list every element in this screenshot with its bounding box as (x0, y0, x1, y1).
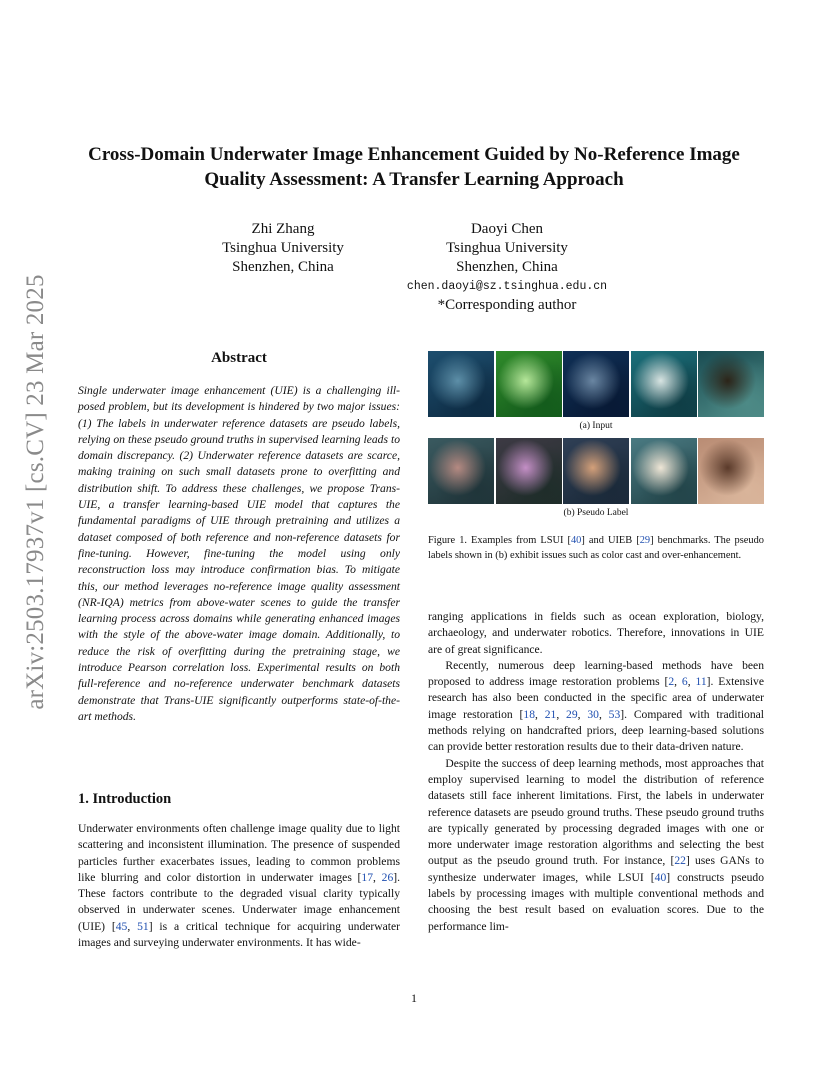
pseudo-label-thumbnail-3 (563, 438, 629, 504)
author-affiliation: Tsinghua University (222, 240, 344, 256)
figure-label-input: (a) Input (579, 421, 613, 431)
title-line-1: Cross-Domain Underwater Image Enhancement Guided by No-Reference Image (88, 144, 740, 165)
citation-link[interactable]: 18 (523, 707, 535, 721)
author-affiliation: Tsinghua University (446, 240, 568, 256)
page-number: 1 (411, 991, 417, 1005)
author-name: Zhi Zhang (251, 221, 315, 237)
paragraph: Recently, numerous deep learning-based methods have been proposed to address image restoration problems [2, 6, 11]. Extensive research has also been conducted in the specific area of underwater image restoration [18, 21, 29, 30, 53]. Compared with traditional methods relying on handcrafted priors, deep learning-based solutions can provide better restoration results due to their data-driven nature. (428, 658, 765, 754)
citation-link[interactable]: 45 (115, 919, 128, 933)
section-heading-introduction: 1. Introduction (78, 791, 172, 807)
input-thumbnail-1 (428, 351, 494, 417)
citation-link[interactable]: 6 (681, 675, 688, 689)
paragraph: ranging applications in fields such as ocean exploration, biology, archaeology, and underwater robotics. Therefore, innovations in UIE are of great significance. (428, 610, 764, 656)
author-block-2 (392, 220, 622, 315)
citation-link[interactable]: 17 (361, 870, 374, 884)
author-name: Daoyi Chen (470, 221, 544, 237)
paragraph: Despite the success of deep learning methods, most approaches that employ supervised learning to model the distribution of reference datasets still face inherent limitations. First, the labels in underwater reference datasets are pseudo ground truths. These pseudo ground truths are typically generated by processing degraded images with one or more underwater image restoration algorithms and selecting the best output as the pseudo ground truth. For instance, [22] uses GANs to synthesize underwater images, while LSUI [40] constructs pseudo labels by processing images with multiple conventional methods and choosing the best result based on evaluation scores. Due to the performance lim- (428, 756, 764, 933)
arxiv-side-label (22, 274, 49, 710)
figure-caption: Figure 1. Examples from LSUI [40] and UIEB [29] benchmarks. The pseudo labels shown in (b) exhibit issues such as color cast and over-enhancement. (428, 535, 764, 561)
pseudo-label-thumbnail-1 (428, 438, 494, 504)
intro-paragraph: Underwater environments often challenge image quality due to light scattering and inconsistent illumination. The presence of suspended particles further exacerbates issues, leading to common problems like blurring and color distortion in underwater images [17, 26]. These factors contribute to the degraded visual clarity typically observed in underwater scenes. Underwater image enhancement (UIE) [45, 51] is a critical technique for acquiring underwater images and surveying underwater environments. It has wide- (78, 822, 401, 950)
title-line-2: Quality Assessment: A Transfer Learning Approach (204, 169, 624, 190)
citation-link[interactable]: 40 (570, 535, 582, 546)
figure-label-pseudo: (b) Pseudo Label (563, 508, 629, 518)
citation-link[interactable]: 2 (668, 675, 675, 689)
author-email[interactable]: chen.daoyi@sz.tsinghua.edu.cn (406, 280, 608, 293)
right-column-text (428, 609, 764, 935)
author-location: Shenzhen, China (232, 259, 334, 275)
abstract-heading: Abstract (211, 350, 267, 366)
pseudo-label-thumbnail-5 (698, 438, 764, 504)
author-location: Shenzhen, China (456, 259, 558, 275)
input-thumbnail-2 (496, 351, 562, 417)
citation-link[interactable]: 51 (137, 919, 149, 933)
citation-link[interactable]: 22 (674, 854, 686, 868)
citation-link[interactable]: 21 (544, 707, 557, 721)
figure-pseudo-label-row (428, 438, 764, 504)
citation-link[interactable]: 11 (695, 675, 707, 689)
citation-link[interactable]: 29 (639, 535, 651, 546)
input-thumbnail-3 (563, 351, 629, 417)
pseudo-label-thumbnail-2 (496, 438, 562, 504)
pseudo-label-thumbnail-4 (631, 438, 697, 504)
input-thumbnail-4 (631, 351, 697, 417)
citation-link[interactable]: 29 (566, 707, 578, 721)
author-block-1 (183, 220, 383, 277)
figure-input-row (428, 351, 764, 417)
citation-link[interactable]: 53 (608, 707, 621, 721)
input-thumbnail-5 (698, 351, 764, 417)
paper-title (60, 142, 768, 192)
citation-link[interactable]: 26 (381, 870, 394, 884)
abstract-body: Single underwater image enhancement (UIE) is a challenging ill-posed problem, but its development is hindered by two major issues: (1) The labels in underwater reference datasets are pseudo labels, relying on these pseudo ground truths in supervised learning leads to domain discrepancy. (2) Underwater reference datasets are scarce, making training on such small datasets prone to overfitting and distribution shift. To address these challenges, we propose Trans-UIE, a transfer learning-based UIE model that captures the fundamental paradigms of UIE through pretraining and utilizes a dataset composed of both reference and non-reference datasets for fine-tuning. However, fine-tuning the model using only reconstruction loss may introduce confirmation bias. To mitigate this, our method leverages no-reference image quality assessment (NR-IQA) metrics from above-water scenes to guide the transfer learning process across domains while generating enhanced images with the style of the above-water image domain. Additionally, to reduce the risk of overfitting during the pretraining stage, we introduce Pearson correlation loss. Experimental results on both full-reference and no-reference underwater benchmark datasets demonstrate that Trans-UIE significantly outperforms state-of-the-art methods. (78, 384, 400, 723)
citation-link[interactable]: 30 (587, 707, 599, 721)
arxiv-id-text: arXiv:2503.17937v1 [cs.CV] 23 Mar 2025 (22, 274, 49, 710)
citation-link[interactable]: 40 (654, 870, 667, 884)
corresponding-note: *Corresponding author (437, 297, 577, 313)
